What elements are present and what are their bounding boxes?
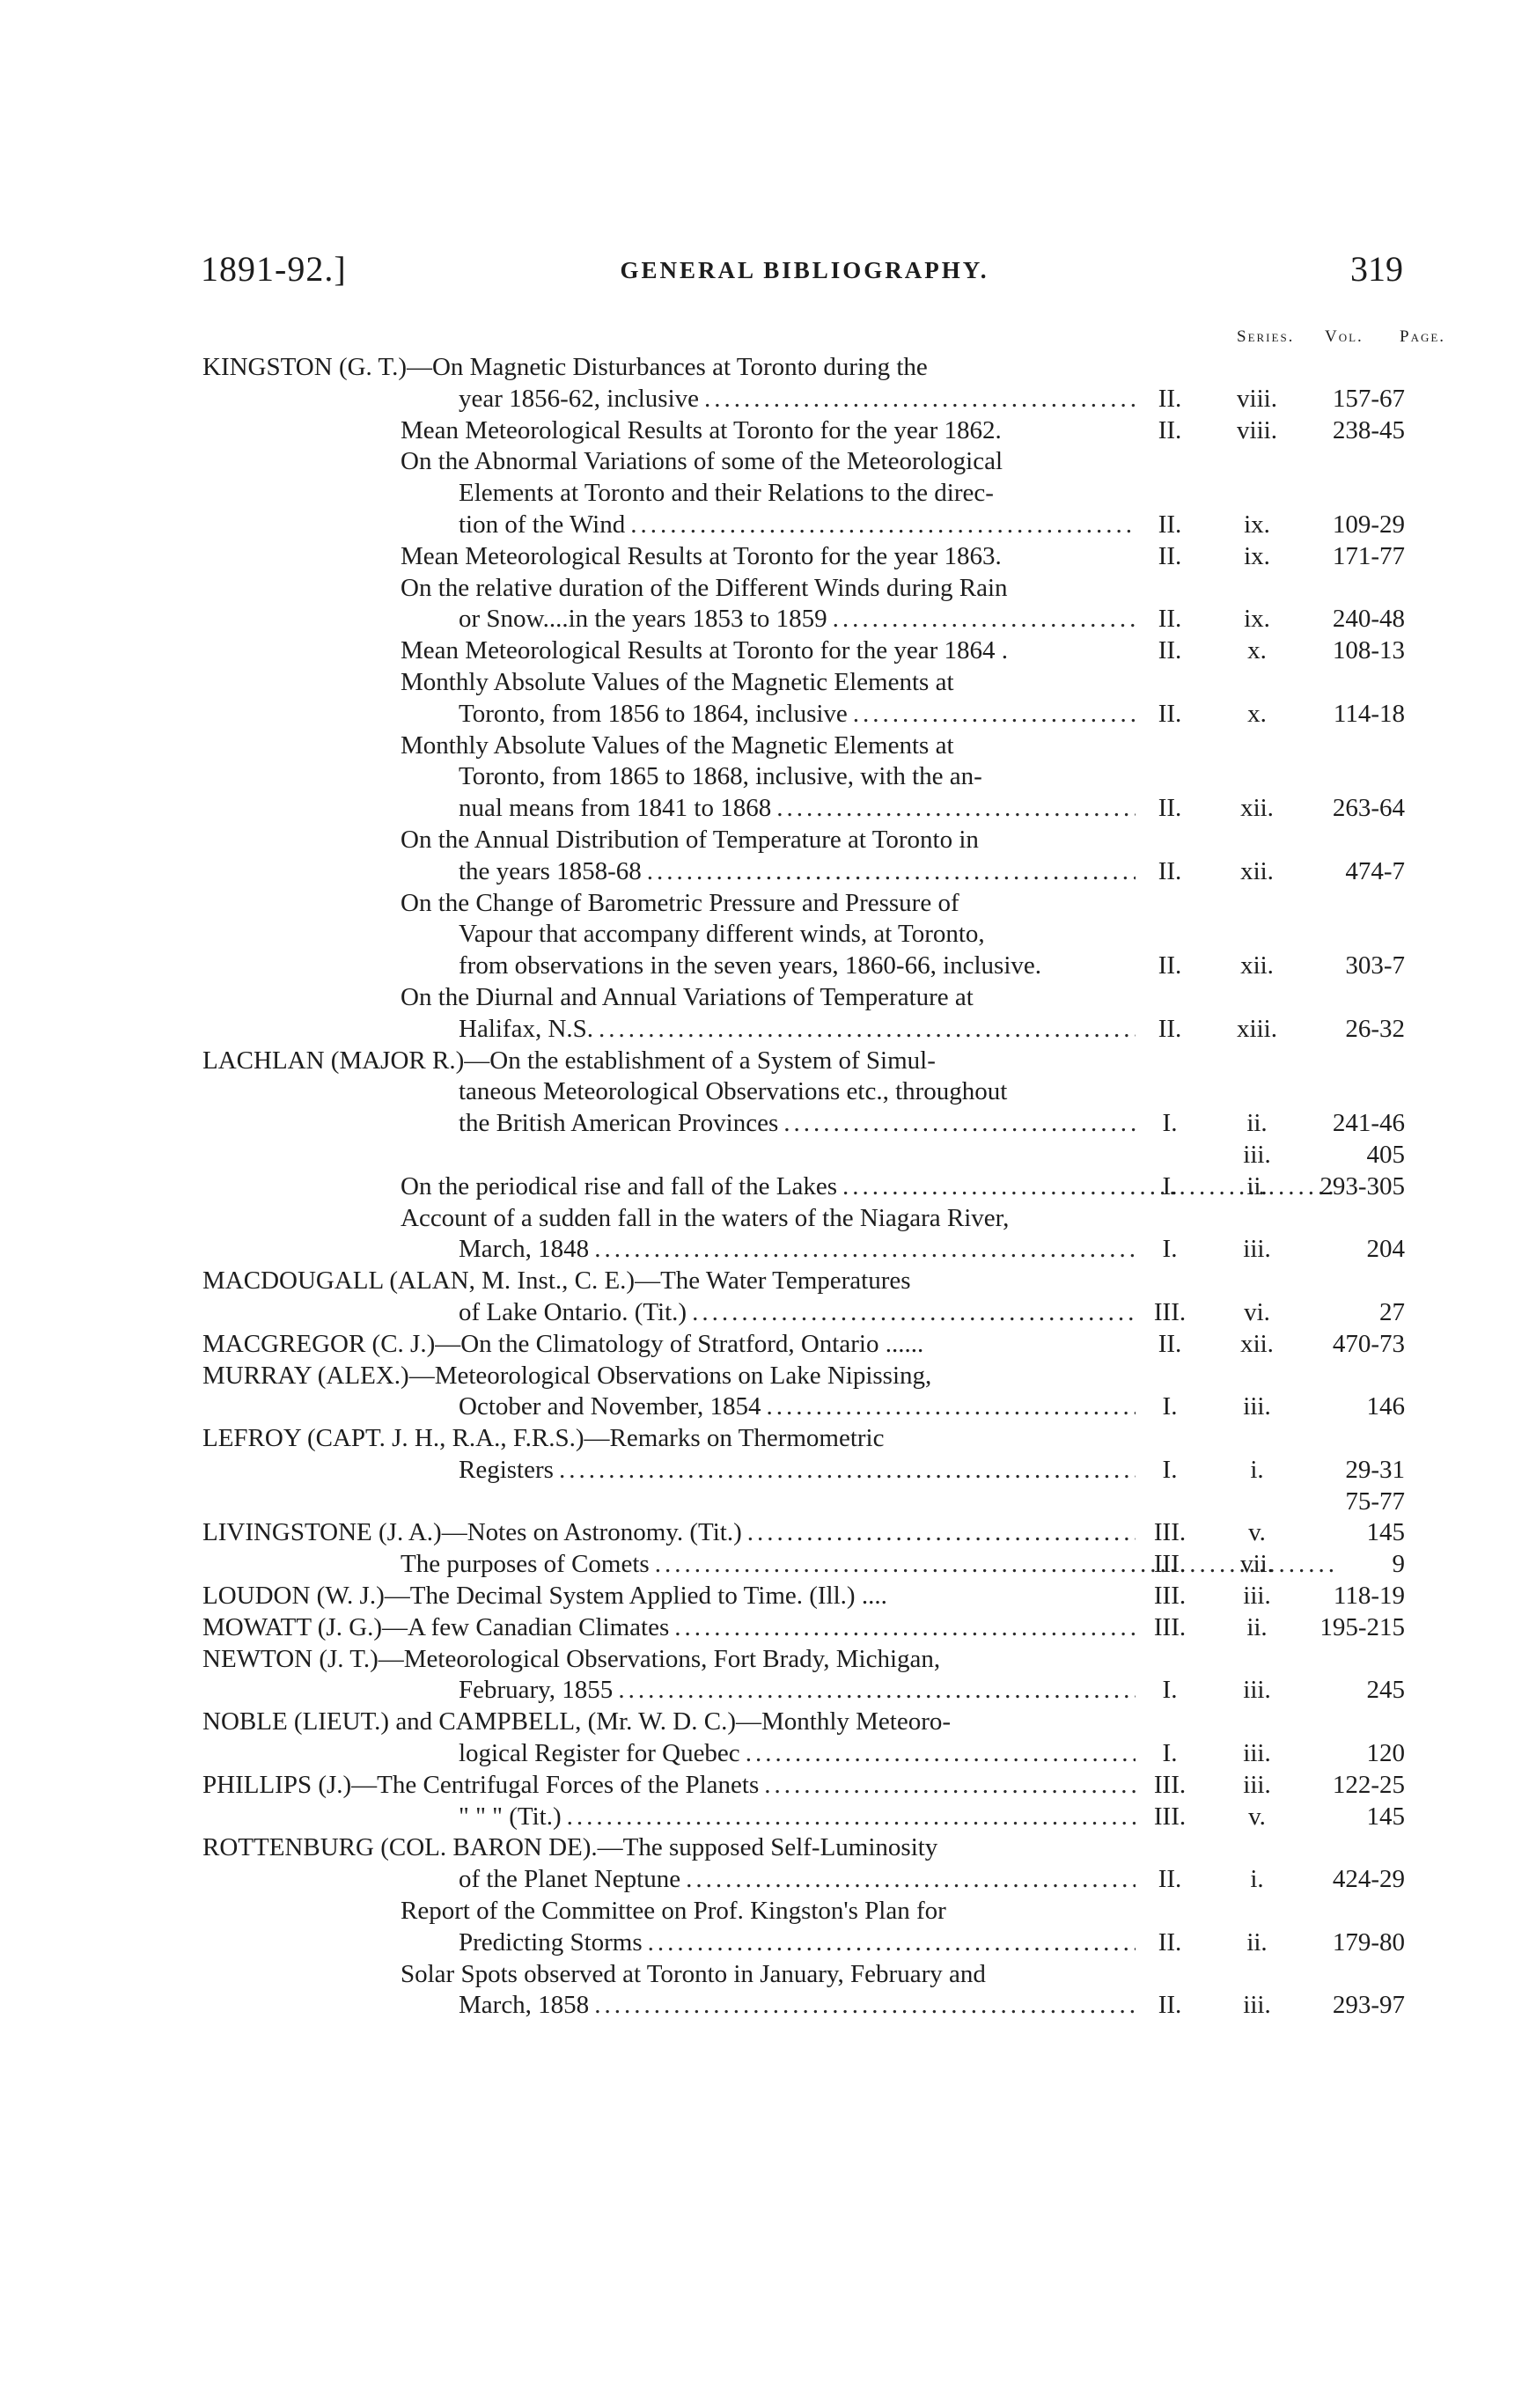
dot-leader xyxy=(669,1612,1136,1644)
entry-text-content: March, 1848 xyxy=(459,1235,590,1264)
dot-leader xyxy=(554,1455,1136,1487)
entry-text xyxy=(401,888,1334,920)
page-range: 474-7 xyxy=(1345,856,1405,885)
entry-text-content: On the periodical rise and fall of the Lakes xyxy=(401,1171,838,1200)
entry-text xyxy=(459,919,1136,951)
bibliography-line xyxy=(0,1171,1529,1203)
bibliography-line xyxy=(0,384,1529,415)
bibliography-line xyxy=(0,699,1529,730)
entry-text-content: ROTTENBURG (COL. BARON DE).—The supposed Self-Luminosity xyxy=(202,1833,938,1862)
dot-leader xyxy=(625,510,1136,541)
entry-text xyxy=(459,1864,1136,1896)
entry-text xyxy=(202,1832,1136,1864)
entry-text-content: Registers xyxy=(459,1455,554,1484)
entry-text xyxy=(202,1517,1136,1549)
bibliography-line xyxy=(0,1487,1529,1518)
bibliography-line xyxy=(0,1644,1529,1676)
bibliography-line xyxy=(0,761,1529,793)
entry-text-content: nual means from 1841 to 1868 xyxy=(459,794,772,823)
entry-text xyxy=(401,982,1334,1014)
volume-number: iii. xyxy=(1243,1235,1271,1264)
entry-text xyxy=(401,667,1334,699)
entry-text-content: Predicting Storms xyxy=(459,1927,643,1956)
series-number: II. xyxy=(1158,1927,1182,1956)
bibliography-line xyxy=(0,1203,1529,1235)
entry-text xyxy=(202,1423,1136,1455)
dot-leader xyxy=(643,1927,1136,1959)
entry-text xyxy=(401,825,1334,856)
bibliography-line xyxy=(0,1423,1529,1455)
entry-text xyxy=(202,1612,1136,1644)
page-range: 9 xyxy=(1392,1550,1405,1579)
running-head-years: 1891-92.] xyxy=(201,249,347,289)
entry-text-content: October and November, 1854 xyxy=(459,1392,761,1421)
series-number: II. xyxy=(1158,699,1182,728)
dot-leader xyxy=(562,1802,1136,1833)
volume-number: ix. xyxy=(1244,510,1270,539)
dot-leader xyxy=(589,1990,1136,2022)
entry-text-content: Solar Spots observed at Toronto in January, February and xyxy=(401,1959,986,1988)
dot-leader xyxy=(759,1770,1136,1802)
bibliography-line xyxy=(0,604,1529,635)
volume-number: xiii. xyxy=(1237,1014,1277,1043)
volume-number: x. xyxy=(1247,699,1267,728)
bibliography-line xyxy=(0,825,1529,856)
series-number: I. xyxy=(1162,1739,1178,1768)
entry-text-content: the years 1858-68 xyxy=(459,856,642,885)
bibliography-line xyxy=(0,1959,1529,1991)
dot-leader xyxy=(740,1738,1136,1770)
page-range: 303-7 xyxy=(1345,951,1405,980)
entry-text xyxy=(459,856,1136,888)
series-number: I. xyxy=(1162,1455,1178,1484)
entry-text xyxy=(459,951,1136,982)
entry-text-content: On the Change of Barometric Pressure and Pressure of xyxy=(401,888,959,917)
dot-leader xyxy=(613,1675,1136,1707)
volume-number: iii. xyxy=(1243,1676,1271,1705)
page-range: 27 xyxy=(1379,1297,1405,1326)
bibliography-entries xyxy=(0,352,1529,2022)
entry-text xyxy=(459,1297,1136,1329)
bibliography-line xyxy=(0,951,1529,982)
page-range: 171-77 xyxy=(1332,541,1405,570)
series-number: II. xyxy=(1158,510,1182,539)
entry-text xyxy=(202,1046,1136,1077)
series-number: II. xyxy=(1158,1865,1182,1894)
series-number: I. xyxy=(1162,1171,1178,1200)
volume-number: iii. xyxy=(1243,1739,1271,1768)
bibliography-line xyxy=(0,635,1529,667)
page-range: 204 xyxy=(1366,1235,1405,1264)
page-range: 145 xyxy=(1366,1802,1405,1831)
entry-text xyxy=(459,384,1136,415)
volume-number: v. xyxy=(1248,1518,1266,1547)
series-number: II. xyxy=(1158,951,1182,980)
page-range: 240-48 xyxy=(1332,605,1405,634)
entry-text xyxy=(459,510,1136,541)
entry-text-content: MACDOUGALL (ALAN, M. Inst., C. E.)—The Water Temperatures xyxy=(202,1266,911,1296)
volume-number: viii. xyxy=(1237,415,1277,444)
series-number: II. xyxy=(1158,636,1182,665)
entry-text xyxy=(202,352,1136,384)
bibliography-line xyxy=(0,541,1529,573)
entry-text-content: tion of the Wind xyxy=(459,510,626,539)
column-heading-page: Page. xyxy=(1400,327,1446,346)
volume-number: x. xyxy=(1247,636,1267,665)
page-range: 146 xyxy=(1366,1392,1405,1421)
series-number: II. xyxy=(1158,1329,1182,1358)
entry-text xyxy=(459,761,1136,793)
entry-text-content: LOUDON (W. J.)—The Decimal System Applied to Time. (Ill.) .... xyxy=(202,1582,887,1611)
page-range: 29-31 xyxy=(1345,1455,1405,1484)
bibliography-line xyxy=(0,1046,1529,1077)
entry-text xyxy=(459,1927,1136,1959)
bibliography-line xyxy=(0,1802,1529,1833)
entry-text xyxy=(459,1802,1136,1833)
dot-leader xyxy=(827,604,1136,635)
bibliography-line xyxy=(0,1927,1529,1959)
page-range: 122-25 xyxy=(1332,1770,1405,1799)
dot-leader xyxy=(742,1517,1136,1549)
entry-text xyxy=(459,478,1136,510)
entry-text xyxy=(401,1959,1334,1991)
dot-leader xyxy=(642,856,1136,888)
page-range: 179-80 xyxy=(1332,1927,1405,1956)
volume-number: xii. xyxy=(1240,951,1274,980)
entry-text-content: of the Planet Neptune xyxy=(459,1865,681,1894)
entry-text-content: from observations in the seven years, 1860-66, inclusive. xyxy=(459,951,1042,980)
entry-text-content: or Snow....in the years 1853 to 1859 xyxy=(459,605,827,634)
entry-text-content: February, 1855 xyxy=(459,1676,614,1705)
entry-text-content: " " " (Tit.) xyxy=(459,1802,562,1831)
entry-text-content: PHILLIPS (J.)—The Centrifugal Forces of the Planets xyxy=(202,1770,760,1799)
entry-text xyxy=(401,1896,1334,1927)
bibliography-line xyxy=(0,1140,1529,1171)
page-range: 195-215 xyxy=(1319,1612,1405,1641)
bibliography-line xyxy=(0,1581,1529,1612)
entry-text-content: MOWATT (J. G.)—A few Canadian Climates xyxy=(202,1612,670,1641)
volume-number: iii. xyxy=(1243,1392,1271,1421)
volume-number: viii. xyxy=(1237,384,1277,413)
entry-text-content: logical Register for Quebec xyxy=(459,1739,740,1768)
bibliography-line xyxy=(0,730,1529,762)
entry-text xyxy=(202,1770,1136,1802)
entry-text xyxy=(459,1391,1136,1423)
entry-text-content: On the Annual Distribution of Temperature at Toronto in xyxy=(401,825,979,854)
entry-text xyxy=(401,573,1334,605)
page-range: 470-73 xyxy=(1332,1329,1405,1358)
entry-text-content: Account of a sudden fall in the waters of the Niagara River, xyxy=(401,1203,1010,1232)
entry-text xyxy=(401,730,1334,762)
entry-text xyxy=(202,1581,1136,1612)
entry-text-content: MACGREGOR (C. J.)—On the Climatology of Stratford, Ontario ...... xyxy=(202,1329,924,1358)
bibliography-line xyxy=(0,793,1529,825)
volume-number: xii. xyxy=(1240,856,1274,885)
series-number: II. xyxy=(1158,1991,1182,2020)
entry-text-content: Halifax, N.S. xyxy=(459,1014,594,1043)
entry-text xyxy=(401,1203,1334,1235)
entry-text xyxy=(459,699,1136,730)
bibliography-line xyxy=(0,982,1529,1014)
series-number: I. xyxy=(1162,1392,1178,1421)
series-number: II. xyxy=(1158,384,1182,413)
entry-text xyxy=(401,446,1334,478)
series-number: III. xyxy=(1153,1550,1187,1579)
entry-text xyxy=(202,1361,1136,1392)
entry-text-content: Toronto, from 1865 to 1868, inclusive, with the an- xyxy=(459,762,982,791)
volume-number: i. xyxy=(1250,1455,1264,1484)
bibliography-line xyxy=(0,1738,1529,1770)
entry-text-content: Vapour that accompany different winds, at Toronto, xyxy=(459,920,985,949)
entry-text xyxy=(459,604,1136,635)
entry-text-content: KINGSTON (G. T.)—On Magnetic Disturbances at Toronto during the xyxy=(202,353,928,381)
bibliography-line xyxy=(0,1329,1529,1361)
series-number: II. xyxy=(1158,605,1182,634)
running-head-title: GENERAL BIBLIOGRAPHY. xyxy=(620,257,989,283)
bibliography-line xyxy=(0,446,1529,478)
volume-number: ii. xyxy=(1246,1927,1268,1956)
dot-leader xyxy=(650,1549,1334,1581)
entry-text xyxy=(459,793,1136,825)
entry-text-content: taneous Meteorological Observations etc., throughout xyxy=(459,1077,1008,1106)
bibliography-line xyxy=(0,1770,1529,1802)
bibliography-line xyxy=(0,1896,1529,1927)
bibliography-line xyxy=(0,1612,1529,1644)
entry-text xyxy=(459,1738,1136,1770)
series-number: I. xyxy=(1162,1235,1178,1264)
page-range: 424-29 xyxy=(1332,1865,1405,1894)
series-number: I. xyxy=(1162,1109,1178,1138)
entry-text-content: Report of the Committee on Prof. Kingston's Plan for xyxy=(401,1897,946,1926)
page-header xyxy=(201,248,1408,301)
bibliography-line xyxy=(0,1990,1529,2022)
entry-text-content: March, 1858 xyxy=(459,1991,590,2020)
page-number: 319 xyxy=(1350,249,1403,289)
series-number: III. xyxy=(1153,1582,1187,1611)
entry-text xyxy=(202,1644,1136,1676)
volume-number: v. xyxy=(1248,1802,1266,1831)
entry-text-content: On the Diurnal and Annual Variations of Temperature at xyxy=(401,982,974,1011)
page-range: 241-46 xyxy=(1332,1109,1405,1138)
bibliography-line xyxy=(0,1832,1529,1864)
page-range: 157-67 xyxy=(1332,384,1405,413)
bibliography-line xyxy=(0,1707,1529,1738)
bibliography-line xyxy=(0,856,1529,888)
bibliography-line xyxy=(0,1549,1529,1581)
volume-number: ii. xyxy=(1246,1612,1268,1641)
bibliography-line xyxy=(0,1864,1529,1896)
bibliography-line xyxy=(0,667,1529,699)
bibliography-line xyxy=(0,1675,1529,1707)
entry-text-content: Monthly Absolute Values of the Magnetic Elements at xyxy=(401,730,954,760)
bibliography-line xyxy=(0,1455,1529,1487)
entry-text xyxy=(459,1990,1136,2022)
column-heading-series: Series. xyxy=(1237,327,1295,346)
volume-number: iii. xyxy=(1243,1770,1271,1799)
bibliography-line xyxy=(0,478,1529,510)
volume-number: ix. xyxy=(1244,605,1270,634)
entry-text-content: Toronto, from 1856 to 1864, inclusive xyxy=(459,699,848,728)
entry-text-content: Elements at Toronto and their Relations to the direc- xyxy=(459,479,994,508)
bibliography-line xyxy=(0,1266,1529,1297)
series-number: III. xyxy=(1153,1297,1187,1326)
volume-number: iii. xyxy=(1243,1991,1271,2020)
volume-number: xii. xyxy=(1240,794,1274,823)
bibliography-line xyxy=(0,1297,1529,1329)
entry-text-content: Mean Meteorological Results at Toronto for the year 1862. xyxy=(401,415,1002,444)
entry-text-content: NEWTON (J. T.)—Meteorological Observations, Fort Brady, Michigan, xyxy=(202,1644,941,1673)
bibliography-line xyxy=(0,352,1529,384)
dot-leader xyxy=(589,1234,1136,1266)
bibliography-line xyxy=(0,510,1529,541)
series-number: II. xyxy=(1158,856,1182,885)
entry-text xyxy=(459,1234,1136,1266)
dot-leader xyxy=(771,793,1136,825)
series-number: III. xyxy=(1153,1770,1187,1799)
dot-leader xyxy=(699,384,1136,415)
volume-number: vii. xyxy=(1240,1550,1274,1579)
page-range: 118-19 xyxy=(1333,1582,1405,1611)
entry-text-content: the British American Provinces xyxy=(459,1109,779,1138)
page-range: 293-97 xyxy=(1332,1991,1405,2020)
page-range: 145 xyxy=(1366,1518,1405,1547)
bibliography-line xyxy=(0,1014,1529,1046)
bibliography-line xyxy=(0,1108,1529,1140)
column-heading-volume: Vol. xyxy=(1325,327,1364,346)
dot-leader xyxy=(848,699,1136,730)
entry-text xyxy=(202,1329,1136,1361)
entry-text xyxy=(202,1707,1136,1738)
series-number: II. xyxy=(1158,541,1182,570)
entry-text-content: LACHLAN (MAJOR R.)—On the establishment of a System of Simul- xyxy=(202,1046,936,1075)
entry-text-content: year 1856-62, inclusive xyxy=(459,384,700,413)
bibliography-line xyxy=(0,573,1529,605)
page-range: 293-305 xyxy=(1319,1171,1405,1200)
series-number: III. xyxy=(1153,1802,1187,1831)
volume-number: ii. xyxy=(1246,1171,1268,1200)
entry-text-content: Mean Meteorological Results at Toronto for the year 1864 . xyxy=(401,636,1009,665)
page-range: 120 xyxy=(1366,1739,1405,1768)
series-number: I. xyxy=(1162,1676,1178,1705)
series-number: II. xyxy=(1158,794,1182,823)
bibliography-line xyxy=(0,1517,1529,1549)
series-number: II. xyxy=(1158,1014,1182,1043)
bibliography-line xyxy=(0,1391,1529,1423)
series-number: III. xyxy=(1153,1612,1187,1641)
volume-number: ii. xyxy=(1246,1109,1268,1138)
bibliography-line xyxy=(0,1234,1529,1266)
entry-text-content: LEFROY (CAPT. J. H., R.A., F.R.S.)—Remarks on Thermometric xyxy=(202,1424,885,1453)
bibliography-line xyxy=(0,919,1529,951)
volume-number: xii. xyxy=(1240,1329,1274,1358)
bibliography-line xyxy=(0,415,1529,447)
volume-number: i. xyxy=(1250,1865,1264,1894)
entry-text-content: Mean Meteorological Results at Toronto for the year 1863. xyxy=(401,541,1002,570)
entry-text xyxy=(459,1014,1136,1046)
page-range: 114-18 xyxy=(1333,699,1405,728)
volume-number: iii. xyxy=(1243,1582,1271,1611)
dot-leader xyxy=(687,1297,1136,1329)
page-range: 108-13 xyxy=(1332,636,1405,665)
dot-leader xyxy=(761,1391,1136,1423)
entry-text-content: On the relative duration of the Different Winds during Rain xyxy=(401,573,1008,602)
entry-text-content: NOBLE (LIEUT.) and CAMPBELL, (Mr. W. D. C.)—Monthly Meteoro- xyxy=(202,1707,952,1736)
page-range: 109-29 xyxy=(1332,510,1405,539)
series-number: III. xyxy=(1153,1518,1187,1547)
dot-leader xyxy=(680,1864,1136,1896)
entry-text-content: LIVINGSTONE (J. A.)—Notes on Astronomy. (Tit.) xyxy=(202,1518,742,1547)
bibliography-line xyxy=(0,888,1529,920)
volume-number: ix. xyxy=(1244,541,1270,570)
entry-text xyxy=(202,1266,1136,1297)
entry-text-content: Monthly Absolute Values of the Magnetic Elements at xyxy=(401,667,954,696)
page-range: 75-77 xyxy=(1345,1487,1405,1516)
page-range: 263-64 xyxy=(1332,794,1405,823)
entry-text xyxy=(459,1108,1136,1140)
bibliography-line xyxy=(0,1076,1529,1108)
volume-number: vi. xyxy=(1244,1297,1270,1326)
entry-text xyxy=(459,1675,1136,1707)
dot-leader xyxy=(593,1014,1136,1046)
dot-leader xyxy=(778,1108,1136,1140)
bibliography-line xyxy=(0,1361,1529,1392)
series-number: II. xyxy=(1158,415,1182,444)
column-headings xyxy=(0,327,1529,352)
volume-number: iii. xyxy=(1243,1140,1271,1169)
page-range: 26-32 xyxy=(1345,1014,1405,1043)
entry-text xyxy=(459,1455,1136,1487)
entry-text-content: On the Abnormal Variations of some of the Meteorological xyxy=(401,447,1003,476)
entry-text xyxy=(459,1076,1136,1108)
entry-text-content: The purposes of Comets xyxy=(401,1550,650,1579)
entry-text-content: MURRAY (ALEX.)—Meteorological Observations on Lake Nipissing, xyxy=(202,1361,932,1390)
page-range: 245 xyxy=(1366,1676,1405,1705)
entry-text-content: of Lake Ontario. (Tit.) xyxy=(459,1297,687,1326)
page-range: 405 xyxy=(1366,1140,1405,1169)
page-range: 238-45 xyxy=(1332,415,1405,444)
